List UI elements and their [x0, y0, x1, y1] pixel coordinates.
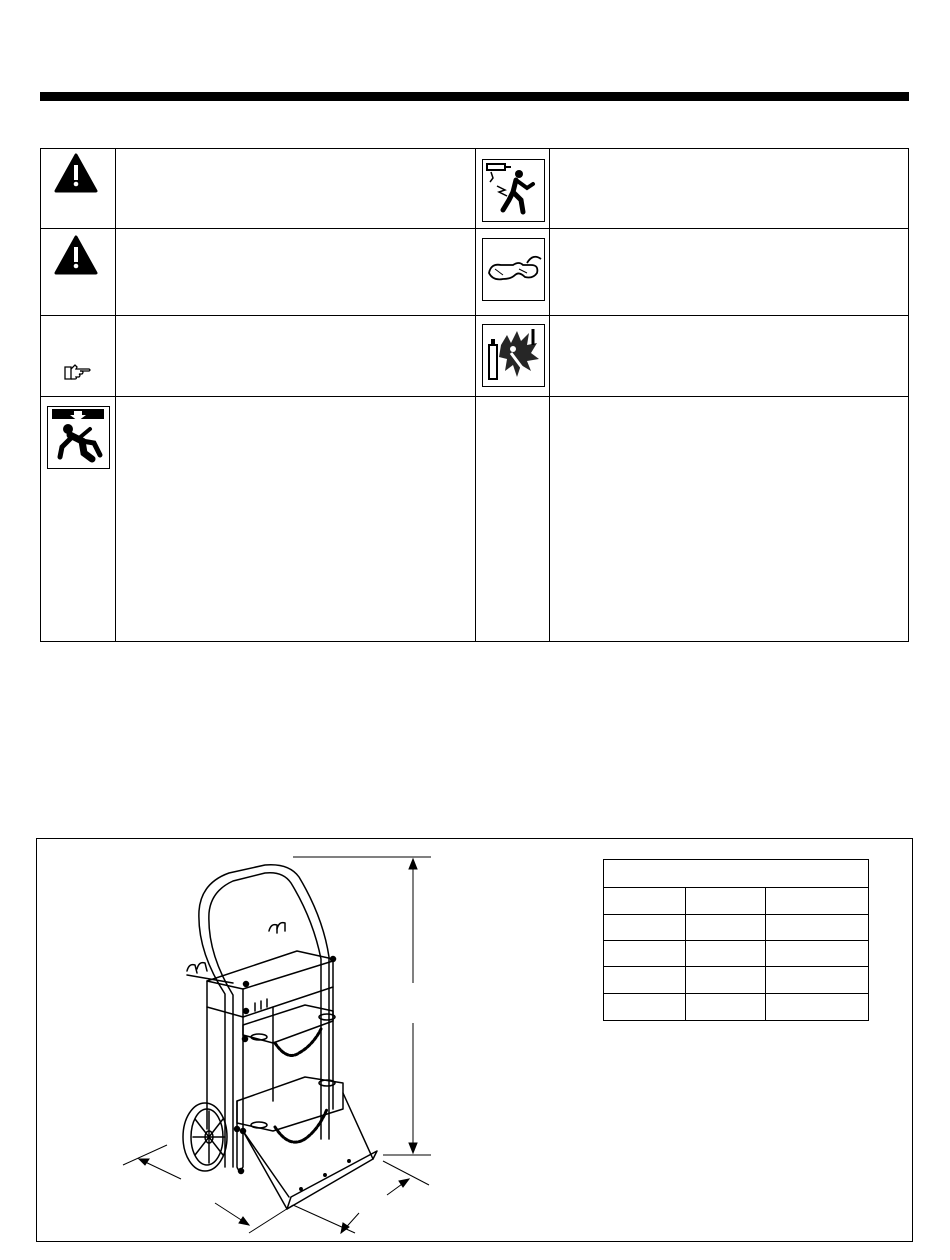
table-row	[603, 940, 869, 966]
pointing-hand-icon	[63, 361, 93, 383]
header-rule	[40, 92, 909, 101]
table-header-row	[603, 887, 869, 913]
electric-shock-icon	[482, 159, 545, 222]
dimensions-table	[603, 859, 869, 1022]
warning-triangle-icon	[54, 235, 98, 275]
table-title-row	[603, 859, 869, 887]
table-row	[603, 966, 869, 992]
table-row	[603, 993, 869, 1021]
safety-symbols-table	[40, 148, 909, 642]
falling-equipment-icon	[47, 406, 110, 469]
table-row	[603, 914, 869, 940]
gas-cylinder-explosion-icon	[482, 324, 545, 387]
safety-glasses-icon	[482, 238, 545, 301]
cart-figure	[36, 838, 913, 1242]
warning-triangle-icon	[54, 153, 98, 193]
